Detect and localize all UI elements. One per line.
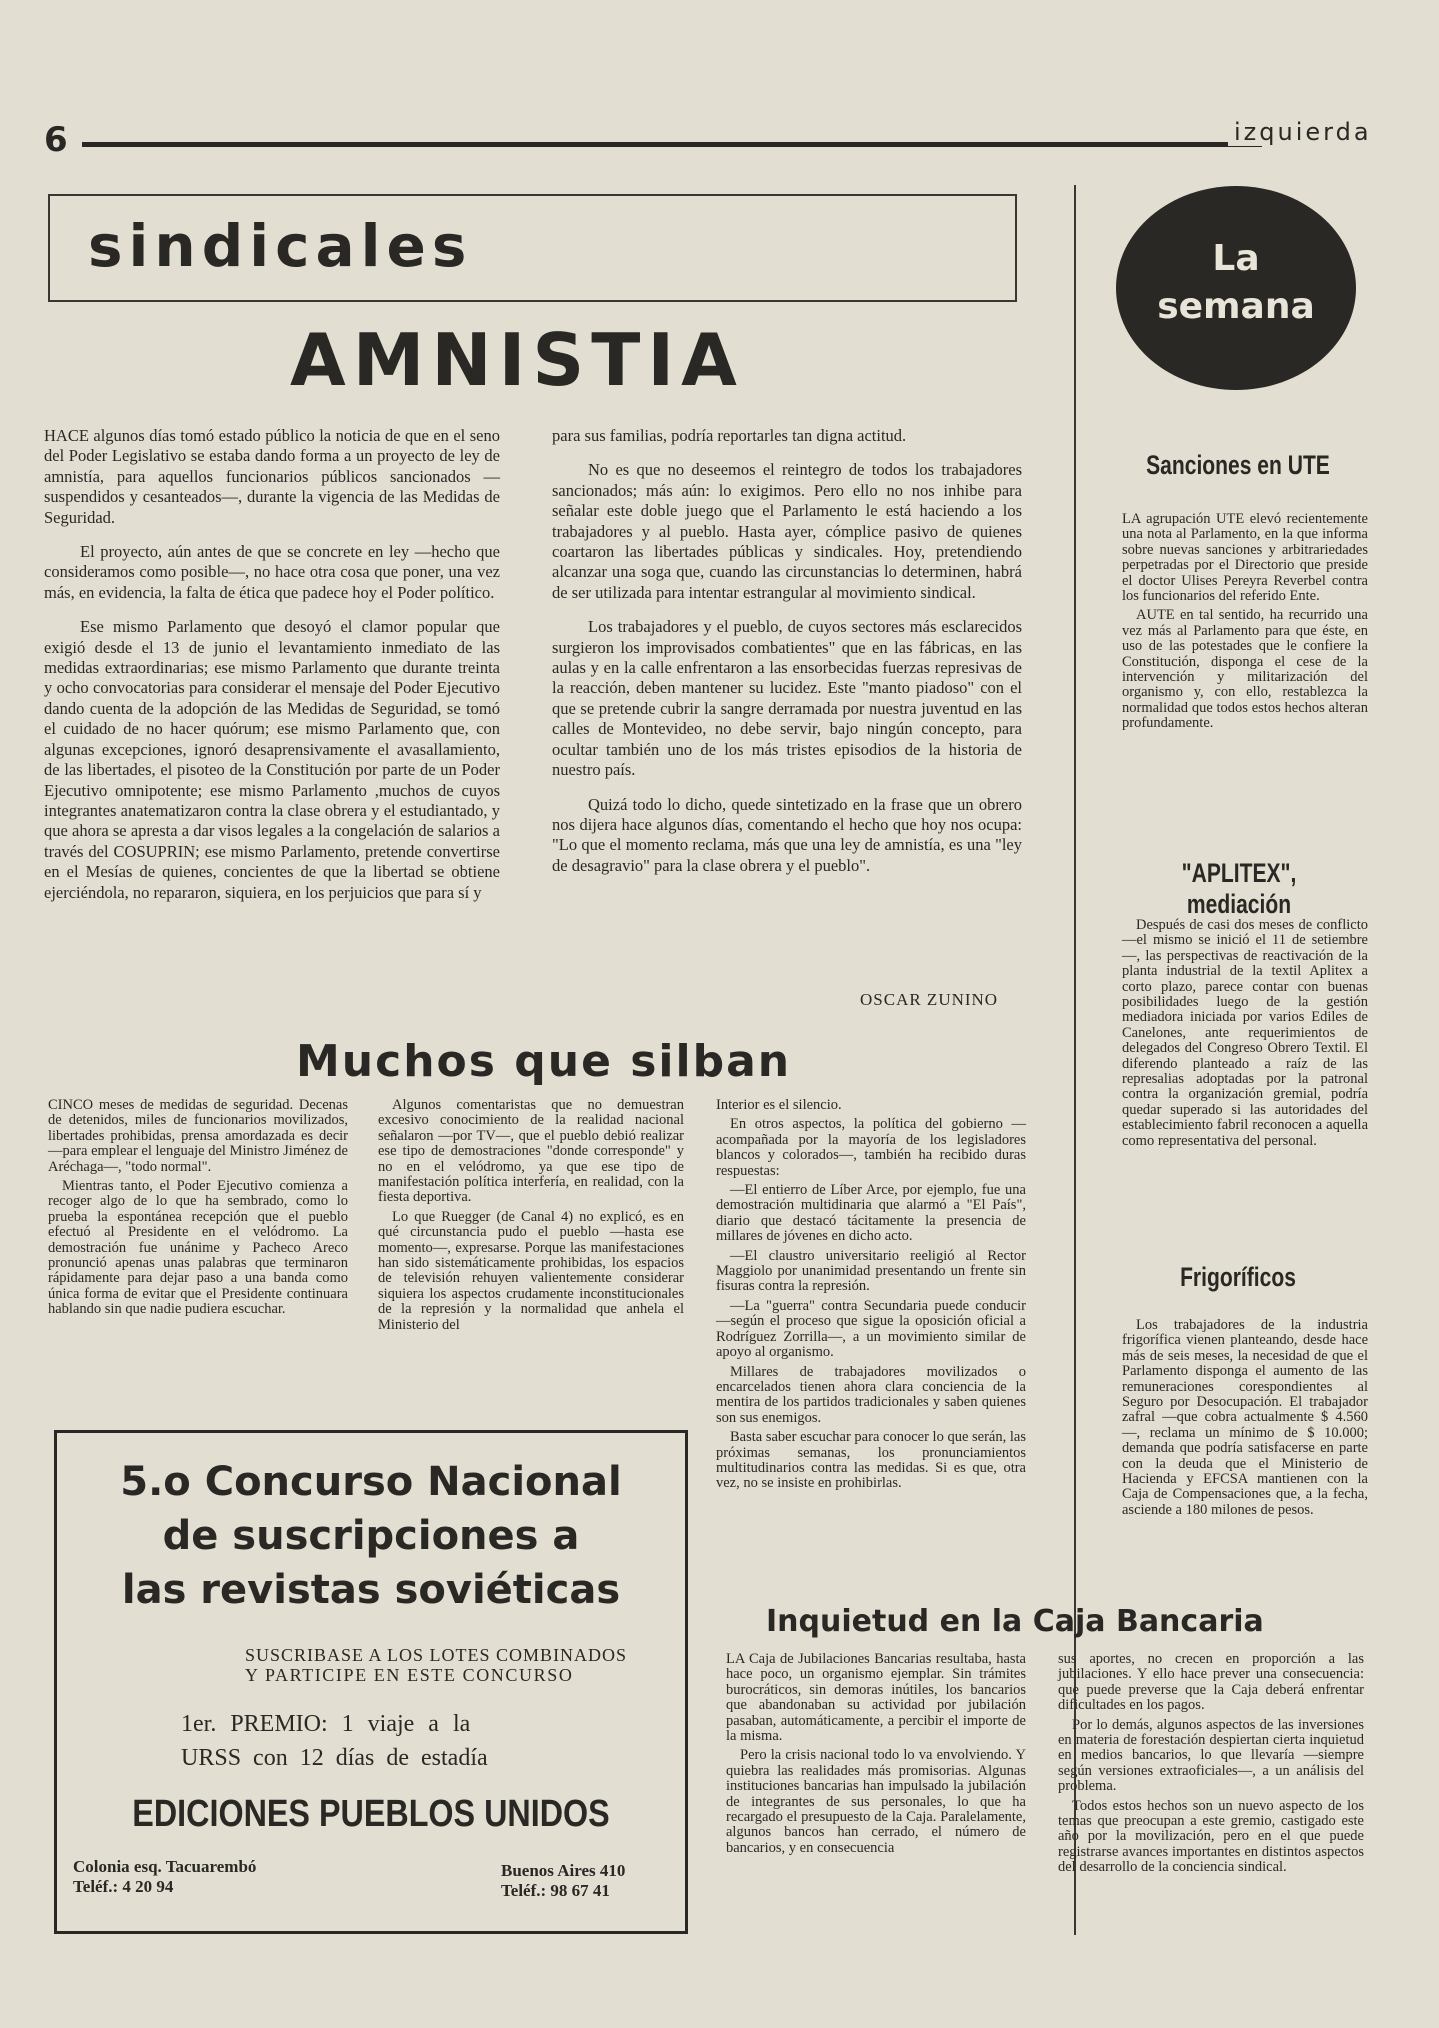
muchos-paragraph: Algunos comentaristas que no demuestran excesivo conocimiento de la realidad nacional señalaron —por TV—, que el pueblo debió realizar ese tipo de demostraciones "donde corresponde" y no en el velódromo, ya que ese tipo de manifestación política interfería, en realidad, con la fiesta deportiva. <box>378 1097 684 1206</box>
caja-headline: Inquietud en la Caja Bancaria <box>766 1604 1264 1639</box>
muchos-column-2 <box>378 1098 684 1337</box>
amnistia-paragraph: El proyecto, aún antes de que se concrete en ley —hecho que consideramos como posible—, no hace otra cosa que poner, una vez más, en evidencia, la falta de ética que padece hoy el Poder político. <box>44 542 500 602</box>
la-semana-badge <box>1116 186 1356 390</box>
sidebar-item-body <box>1122 1318 1368 1522</box>
amnistia-paragraph: Ese mismo Parlamento que desoyó el clamor popular que exigió desde el 13 de junio el levantamiento inmediato de las medidas extraordinarias; ese mismo Parlamento que durante treinta y ocho convocatorias para considerar el mensaje del Poder Ejecutivo dando cuenta de la adopción de las Medidas de Seguridad, se tomó el cuidado de no hacer quórum; ese mismo Parlamento que, con algunas excepciones, ignoró desaprensivamente el avasallamiento, de las libertades, el pisoteo de la Constitución por parte de un Poder Ejecutivo omnipotente; ese mismo Parlamento ,muchos de cuyos integrantes anatematizaron contra la clase obrera y el estudiantado, y que ahora se apresta a dar visos legales a la congelación de salarios a través del COSUPRIN; ese mismo Parlamento, pretende convertirse en el Mesías de quienes, concientes de que la libertad se obtiene ejerciéndola, no repararon, siquiera, en los perjuicios que para sí y <box>44 617 500 902</box>
badge-line-2: semana <box>1157 286 1315 327</box>
sidebar-paragraph: Los trabajadores de la industria frigorífica vienen planteando, desde hace más de seis meses, la necesidad de que el Parlamento disponga el aumento de las remuneraciones corespondientes al Seguro por Desocupación. El trabajador zafral —que cobra actualmente $ 4.560—, reclama un mínimo de $ 10.000; demanda que podría satisfacerse en parte con la deuda que el Ministerio de Hacienda y EFCSA mantienen con la Caja de Compensaciones que, a la fecha, asciende a 180 milones de pesos. <box>1122 1317 1368 1518</box>
ad-prize-line-2: URSS con 12 días de estadía <box>181 1745 488 1771</box>
publication-name: izquierda <box>1228 118 1372 146</box>
ad-subtitle-line-2: Y PARTICIPE EN ESTE CONCURSO <box>245 1665 574 1685</box>
caja-paragraph: Pero la crisis nacional todo lo va envolviendo. Y quiebra las realidades más promisorias. Algunas instituciones bancarias han impulsado la jubilación de integrantes de sus personales, lo que ha recargado el presupuesto de la Caja. Paralelamente, algunos bancos han cerrado, el número de bancarios, y en consecuencia <box>726 1747 1026 1856</box>
caja-paragraph: LA Caja de Jubilaciones Bancarias resultaba, hasta hace poco, un organismo ejemplar. Sin trámites burocráticos, sin demoras inútiles, los bancarios que abandonaban su actividad por jubilación pasaban, automáticamente, a percibir el importe de la misma. <box>726 1651 1026 1745</box>
sidebar-item-body <box>1122 512 1368 736</box>
caja-column-1 <box>726 1652 1026 1860</box>
amnistia-paragraph: para sus familias, podría reportarles tan digna actitud. <box>552 426 907 445</box>
amnistia-paragraph: Quizá todo lo dicho, quede sintetizado en la frase que un obrero nos dijera hace algunos días, comentando el hecho que hoy nos ocupa: "Lo que el momento reclama, más que una ley de amnistía, es una "ley de desagravio" para la clase obrera y el pueblo". <box>552 794 1022 875</box>
amnistia-paragraph: No es que no deseemos el reintegro de todos los trabajadores sancionados; más aún: lo exigimos. Pero ello no nos inhibe para señalar este doble juego que el Parlamento le está haciendo a los trabajadores y al pueblo. Hasta ayer, cómplice pasivo de quienes coartaron las libertades públicas y sindicales. Hoy, pretendiendo alcanzar una soga que, cuando las circunstancias lo determinen, habrá de ser utilizada para intentar estrangular al movimiento sindical. <box>552 460 1022 602</box>
muchos-column-3 <box>716 1098 1026 1496</box>
sidebar-item-title: "APLITEX", mediación <box>1181 858 1297 919</box>
muchos-paragraph: —El entierro de Líber Arce, por ejemplo, fue una demostración multidinaria que alarmó a "El País", diario que destacó tácitamente la presencia de millares de jóvenes en dicho acto. <box>716 1182 1026 1245</box>
page-header <box>44 118 1372 160</box>
muchos-paragraph: Mientras tanto, el Poder Ejecutivo comienza a recoger algo de lo que ha sembrado, como lo prueba la espontánea recepción que el pueblo efectuó al Presidente en el velódromo. La demostración fue unánime y Pacheco Areco pronunció apenas unas palabras que terminaron rápidamente para dejar paso a una banda como única forma de evitar que el Presidente continuara hablando sin que nadie pudiera escuchar. <box>48 1178 348 1318</box>
ad-title-line-1: 5.o Concurso Nacional <box>120 1459 622 1505</box>
muchos-paragraph: Lo que Ruegger (de Canal 4) no explicó, es en qué circunstancia pudo el pueblo —hasta ese momento—, expresarse. Porque las manifestaciones han sido sistemáticamente prohibidas, los espacios de televisión rehuyen valientemente considerar siquiera los aspectos crudamente inconstitucionales de la represión y la normalidad que anhela el Ministerio del <box>378 1208 684 1333</box>
ad-title-line-2: de suscripciones a <box>162 1513 580 1559</box>
ad-address-2-line-2: Teléf.: 98 67 41 <box>501 1881 610 1900</box>
ad-brand: EDICIONES PUEBLOS UNIDOS <box>132 1793 610 1835</box>
caja-paragraph: Todos estos hechos son un nuevo aspecto de los temas que preocupan a este gremio, castigado este año por la movilización, pero en el que puede registrarse avances importantes en distintos aspectos del desarrollo de la conciencia sindical. <box>1058 1797 1364 1876</box>
amnistia-paragraph: Los trabajadores y el pueblo, de cuyos sectores más esclarecidos surgieron los improvisados combatientes" que en las fábricas, en las aulas y en la calle enfrentaron a las ensorbecidas fuerzas represivas de la reacción, deben mantener su lucidez. Este "manto piadoso" con el que se pretende cubrir la sangre derramada por nuestra juventud en las calles de Montevideo, no debe servir, bajo ningún concepto, para ocultar también uno de los más tristes episodios de la historia de nuestro país. <box>552 617 1022 780</box>
sidebar-paragraph: LA agrupación UTE elevó recientemente una nota al Parlamento, en la que informa sobre nuevas sanciones y arbitrariedades perpetradas por el Directorio que preside el doctor Ulises Pereyra Reverbel contra los funcionarios del referido Ente. <box>1122 511 1368 605</box>
ad-subtitle-line-1: SUSCRIBASE A LOS LOTES COMBINADOS <box>245 1645 628 1665</box>
muchos-paragraph: Basta saber escuchar para conocer lo que serán, las próximas semanas, los pronunciamientos multitudinarios contra las medidas. Si es que, otra vez, no se insiste en prohibirlas. <box>716 1429 1026 1492</box>
ad-address-1-line-2: Teléf.: 4 20 94 <box>73 1877 174 1896</box>
caja-paragraph: Por lo demás, algunos aspectos de las inversiones en materia de forestación despiertan cierta inquietud en medios bancarios, lo que llevaría —siempre según versiones extraoficiales—, a un análisis del problema. <box>1058 1716 1364 1795</box>
ad-prize-line-1: 1er. PREMIO: 1 viaje a la <box>181 1711 471 1737</box>
ad-title-line-3: las revistas soviéticas <box>121 1567 621 1613</box>
section-title: sindicales <box>88 212 473 280</box>
muchos-paragraph: CINCO meses de medidas de seguridad. Decenas de detenidos, miles de funcionarios movilizados, libertades prohibidas, prensa amordazada es decir —para emplear el lenguaje del Ministro Jiménez de Aréchaga—, "todo normal". <box>48 1097 348 1175</box>
amnistia-column-2 <box>552 426 1022 890</box>
muchos-paragraph: —La "guerra" contra Secundaria puede conducir —según el proceso que sigue la oposición oficial a Rodríguez Zorrilla—, a un movimiento similar de apoyo al organismo. <box>716 1297 1026 1361</box>
muchos-paragraph: —El claustro universitario reeligió al Rector Maggiolo por unanimidad presentando un frente sin fisuras contra la represión. <box>716 1247 1026 1295</box>
advertisement-box <box>54 1430 688 1934</box>
badge-line-1: La <box>1212 238 1260 279</box>
page-number: 6 <box>44 120 68 160</box>
muchos-paragraph: Interior es el silencio. <box>716 1097 842 1113</box>
sidebar-item-body <box>1122 918 1368 1153</box>
muchos-column-1 <box>48 1098 348 1322</box>
amnistia-column-1 <box>44 426 500 917</box>
amnistia-author: OSCAR ZUNINO <box>860 990 999 1009</box>
sidebar-item-title: Sanciones en UTE <box>1146 450 1330 480</box>
amnistia-headline: AMNISTIA <box>290 318 744 402</box>
ad-address-2-line-1: Buenos Aires 410 <box>501 1861 626 1880</box>
header-rule <box>82 142 1262 147</box>
ad-address-1-line-1: Colonia esq. Tacuarembó <box>73 1857 257 1876</box>
muchos-paragraph: En otros aspectos, la política del gobierno —acompañada por la mayoría de los legisladores blancos y colorados—, también ha recibido duras respuestas: <box>716 1116 1026 1179</box>
muchos-paragraph: Millares de trabajadores movilizados o encarcelados tienen ahora clara conciencia de la mentira de los partidos tradicionales y saben quienes son sus enemigos. <box>716 1363 1026 1426</box>
sidebar-item-title: Frigoríficos <box>1180 1262 1296 1292</box>
caja-paragraph: sus aportes, no crecen en proporción a las jubilaciones. Y ello hace prever una consecuencia: que puede preverse que la Caja deberá enfrentar dificultades en los pagos. <box>1058 1651 1364 1714</box>
sidebar-paragraph: Después de casi dos meses de conflicto —el mismo se inició el 11 de setiembre—, las perspectivas de reactivación de la planta industrial de la textil Aplitex a corto plazo, parece contar con buenas posibilidades luego de la gestión mediadora iniciada por varios Ediles de Canelones, ante requerimientos de delegados del Congreso Obrero Textil. El diferendo planteado a raíz de las represalias adoptadas por la patronal contra la organización gremial, podría quedar superado si las autoridades del establecimiento fabril reconocen a aquella como representativa del personal. <box>1122 917 1368 1149</box>
muchos-headline: Muchos que silban <box>296 1036 792 1087</box>
section-title-box <box>48 194 1017 302</box>
caja-column-2 <box>1058 1652 1364 1880</box>
amnistia-paragraph: HACE algunos días tomó estado público la noticia de que en el seno del Poder Legislativo se estaba dando forma a un proyecto de ley de amnistía, para aquellos funcionarios públicos sancionados —suspendidos y cesanteados—, durante la vigencia de las Medidas de Seguridad. <box>44 426 500 527</box>
sidebar-paragraph: AUTE en tal sentido, ha recurrido una vez más al Parlamento para que éste, en uso de las potestades que le confiere la Constitución, disponga el cese de la intervención y militarización del organismo y, con ello, restablezca la normalidad que todos estos hechos alteran profundamente. <box>1122 607 1368 732</box>
